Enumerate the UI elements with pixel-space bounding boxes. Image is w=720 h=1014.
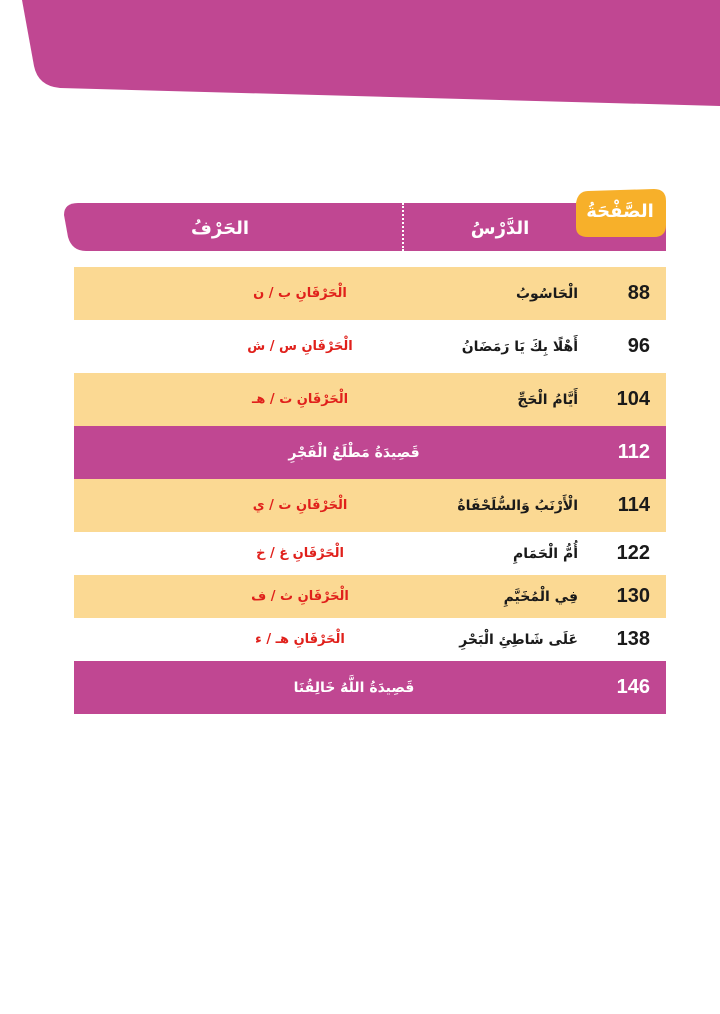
lesson-letters: الْحَرْفَانِ هـ / ء xyxy=(255,632,345,647)
poem-title: قَصِيدَةُ مَطْلَعُ الْفَجْرِ xyxy=(288,444,420,461)
toc-row[interactable] xyxy=(74,479,666,532)
header-divider xyxy=(402,203,404,251)
page-number: 112 xyxy=(617,441,650,463)
lesson-title: عَلَى شَاطِئِ الْبَحْرِ xyxy=(459,631,578,648)
top-banner xyxy=(0,0,720,110)
lesson-title: فِي الْمُخَيَّمِ xyxy=(503,588,578,605)
poem-title: قَصِيدَةُ اللَّهُ خَالِقُنَا xyxy=(293,679,415,696)
lesson-letters: الْحَرْفَانِ ت / هـ xyxy=(251,392,349,407)
page-number: 130 xyxy=(616,585,650,607)
table-of-contents xyxy=(74,267,666,714)
lesson-column-header: الدَّرْسُ xyxy=(470,218,530,239)
lesson-letters: الْحَرْفَانِ س / ش xyxy=(247,339,353,354)
page-column-header: الصَّفْحَةُ xyxy=(586,201,654,222)
lesson-letters: الْحَرْفَانِ ب / ن xyxy=(253,286,347,301)
page-number: 114 xyxy=(617,494,650,516)
lesson-title: الْحَاسُوبُ xyxy=(515,285,578,302)
page-number: 146 xyxy=(616,676,650,698)
lesson-letters: الْحَرْفَانِ غ / خ xyxy=(256,546,344,561)
lesson-title: أُمُّ الْحَمَامِ xyxy=(513,545,578,562)
lesson-title: أَيَّامُ الْحَجِّ xyxy=(517,391,578,408)
page-number: 104 xyxy=(616,388,650,410)
toc-row[interactable] xyxy=(74,320,666,373)
toc-row-poem[interactable] xyxy=(74,661,666,714)
lesson-title: أَهْلًا بِكَ يَا رَمَضَانُ xyxy=(461,338,578,355)
page-number: 122 xyxy=(616,542,650,564)
toc-row[interactable] xyxy=(74,373,666,426)
toc-row[interactable] xyxy=(74,618,666,661)
toc-row-poem[interactable] xyxy=(74,426,666,479)
lesson-letters: الْحَرْفَانِ ث / ف xyxy=(251,589,349,604)
lesson-letters: الْحَرْفَانِ ت / ي xyxy=(252,498,348,513)
letter-column-header: الحَرْفُ xyxy=(190,218,249,239)
lesson-title: الْأَرْنَبُ وَالسُّلَحْفَاةُ xyxy=(457,497,578,514)
page-number: 138 xyxy=(616,628,650,650)
toc-row[interactable] xyxy=(74,267,666,320)
toc-row[interactable] xyxy=(74,575,666,618)
toc-row[interactable] xyxy=(74,532,666,575)
page-number: 96 xyxy=(627,335,650,357)
page-number: 88 xyxy=(627,282,650,304)
